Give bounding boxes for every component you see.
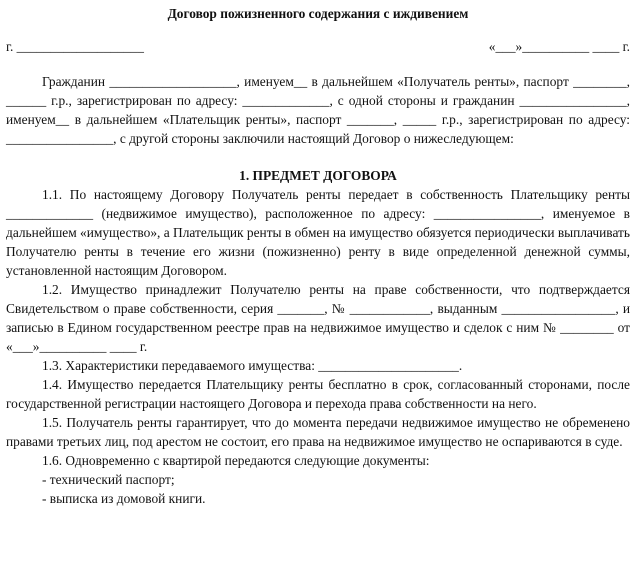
parties-intro: Гражданин ___________________, именуем__ в дальнейшем «Получатель ренты», паспорт ________, ______ г.р., зарегистрирован по адресу: _____________, с одной стороны и гражданин ________________, именуем__ в дальнейшем «Плательщик ренты», паспорт _______, _____ г.р., зарегистрирован по адресу: ________________, с другой стороны заключили настоящий Договор о нижеследующем: (6, 74, 630, 146)
place-date-line (6, 37, 630, 56)
section-1-title: 1. ПРЕДМЕТ ДОГОВОРА (239, 168, 397, 183)
clause-1-1: 1.1. По настоящему Договору Получатель ренты передает в собственность Плательщику ренты _____________ (недвижимое имущество), расположенное по адресу: ________________, именуемое в дальнейшем «имущество», а Плательщик ренты в обмен на имущество обязуется периодически выплачивать Получателю ренты в течение его жизни (пожизненно) ренту в виде определенной денежной суммы, установленной настоящим Договором. (6, 187, 631, 278)
document-list-item: - выписка из домовой книги. (42, 491, 206, 506)
clause-1-5: 1.5. Получатель ренты гарантирует, что до момента передачи недвижимое имущество не обременено правами третьих лиц, под арестом не состоит, его права на недвижимое имущество не оспариваются в суде. (6, 415, 630, 449)
document-list-item: - технический паспорт; (42, 472, 175, 487)
date-field: «___»__________ ____ г. (488, 39, 630, 54)
clause-1-3: 1.3. Характеристики передаваемого имущества: _____________________. (42, 358, 463, 373)
clause-1-2: 1.2. Имущество принадлежит Получателю ренты на праве собственности, что подтверждается Свидетельством о праве собственности, серия _______, № ____________, выданным _________________, и записью в Едином государственном реестре прав на недвижимое имущество и сделок с ним № ________ от «___»__________ ____ г. (6, 282, 630, 354)
place-field: г. ___________________ (6, 39, 144, 54)
clause-1-4: 1.4. Имущество передается Плательщику ренты бесплатно в срок, согласованный сторонами, после государственной регистрации настоящего Договора и перехода права собственности на него. (6, 377, 630, 411)
document-title: Договор пожизненного содержания с иждивением (167, 6, 469, 21)
clause-1-6: 1.6. Одновременно с квартирой передаются следующие документы: (42, 453, 430, 468)
